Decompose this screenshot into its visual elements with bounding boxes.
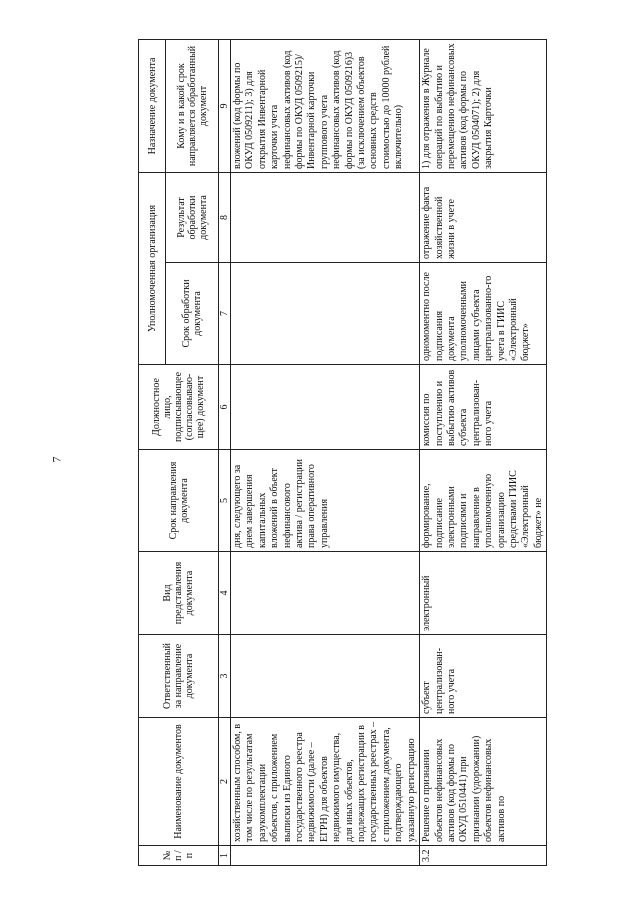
cell-processing-time: одномоментно после подписания документа уполномоченными лицами субъекта централизованно-го учета в ГИИС «Электронный бюджет» (420, 263, 547, 365)
cell-document-name: хозяйственным способом, в том числе по результатам разукомплектации объектов, с приложением выписки из Единого государственного реестра недвижимости (далее – ЕГРН) для объектов недвижимого имущества, для иных объектов, подлежащих регистрации в государственных реестрах – с приложением документа, подтверждающего указанную регистрацию (231, 718, 420, 846)
column-number: 5 (219, 450, 231, 552)
cell-responsible: субъект централизован-ного учета (420, 635, 547, 718)
header-col-result: Результат обработки документа (166, 172, 219, 262)
header-col-number: № п / п (139, 846, 219, 866)
column-number: 7 (219, 263, 231, 365)
header-col-responsible: Ответственный за направление документа (139, 635, 219, 718)
cell-signer: комиссия по поступлению и выбытию активов субъекта централизован-ного учета (420, 365, 547, 450)
header-col-type: Вид представления документа (139, 552, 219, 635)
cell-number: 3.2 (420, 846, 547, 866)
header-col-recipient: Кому и в какой срок направляется обработанный документ (166, 39, 219, 172)
cell-recipient: 1) для отражения в Журнале операций по выбытию и перемещению нефинансовых активов (код формы по ОКУД 0504071); 2) для закрытия Карточки (420, 39, 547, 172)
column-number: 3 (219, 635, 231, 718)
column-number-row (219, 39, 231, 865)
cell-recipient: вложений (код формы по ОКУД 0509211); 3) для открытия Инвентарной карточки учета нефинансовых активов (код формы по ОКУД 0509215)/ Инвентарной карточки группового учета нефинансовых активов (код формы по ОКУД 0509216)3 (за исключением объектов основных средств стоимостью до 10000 рублей включительно) (231, 39, 420, 172)
cell-type (231, 552, 420, 635)
cell-deadline: формирование, подписание электронными подписями и направление в уполномоченную организацию средствами ГИИС «Электронный бюджет» не (420, 450, 547, 552)
cell-responsible (231, 635, 420, 718)
document-flow-table (138, 39, 547, 866)
header-group-purpose: Назначение документа (139, 39, 166, 172)
column-number: 6 (219, 365, 231, 450)
column-number: 4 (219, 552, 231, 635)
column-number: 2 (219, 718, 231, 846)
cell-document-name: Решение о признании объектов нефинансовых активов (код формы по ОКУД 0510441) при признании (удорожании) объектов нефинансовых активов по (420, 718, 547, 846)
cell-processing-time (231, 263, 420, 365)
cell-number (231, 846, 420, 866)
page-number: 7 (49, 456, 64, 463)
rotated-table-container (138, 40, 544, 866)
header-col-signer: Должностное лицо, подписывающее (согласовываю-щее) документ (139, 365, 219, 450)
cell-signer (231, 365, 420, 450)
cell-result (231, 172, 420, 262)
column-number: 9 (219, 39, 231, 172)
table-row (420, 39, 547, 865)
column-number: 1 (219, 846, 231, 866)
column-number: 8 (219, 172, 231, 262)
header-col-processing-time: Срок обработки документа (166, 263, 219, 365)
header-group-organization: Уполномоченная организация (139, 172, 166, 364)
cell-type: электронный (420, 552, 547, 635)
cell-result: отражение факта хозяйственной жизни в учете (420, 172, 547, 262)
header-col-name: Наименование документов (139, 718, 219, 846)
table-row (231, 39, 420, 865)
header-col-deadline: Срок направления документа (139, 450, 219, 552)
cell-deadline: дня, следующего за днем завершения капитальных вложений в объект нефинансового актива / регистрации права оперативного управления (231, 450, 420, 552)
header-row-1 (139, 39, 166, 865)
